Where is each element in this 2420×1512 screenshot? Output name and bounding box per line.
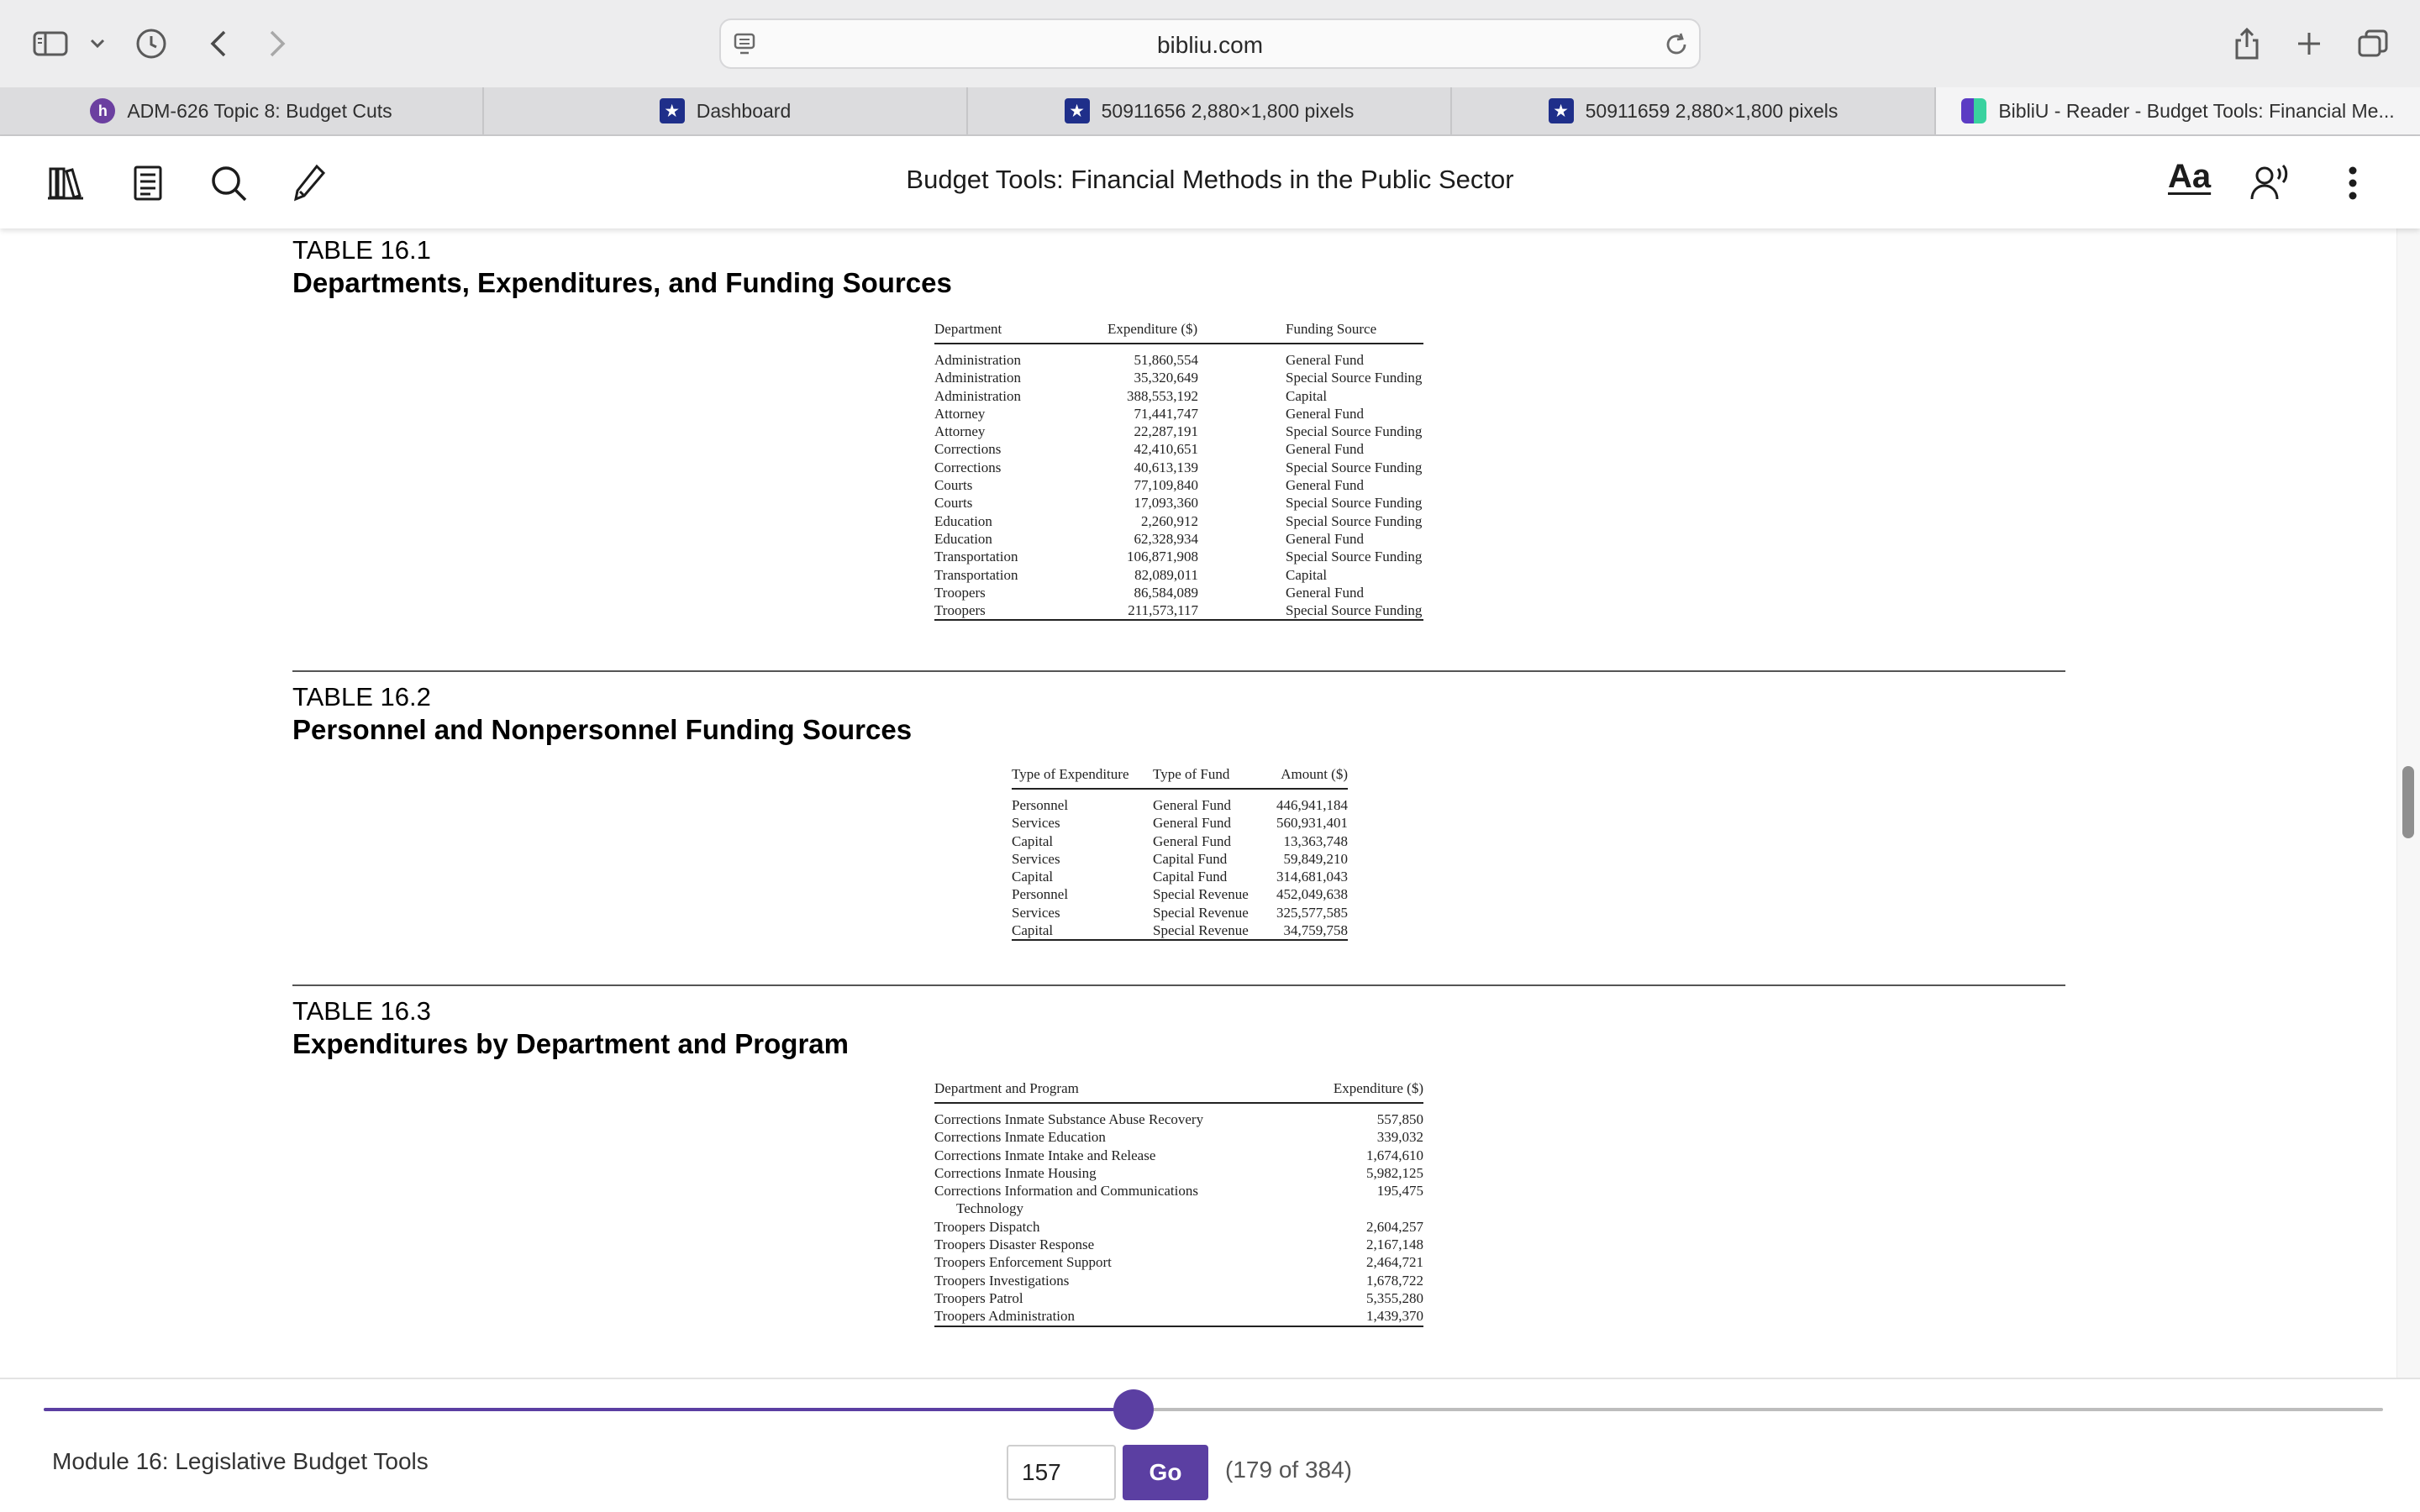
table-cell: Technology	[956, 1200, 1024, 1217]
table-row	[934, 1164, 1423, 1182]
table-number: TABLE 16.3	[292, 996, 431, 1026]
table-cell: Special Source Funding	[1286, 549, 1423, 565]
table-cell: Special Revenue	[1153, 886, 1249, 903]
table-cell: 82,089,011	[1134, 566, 1198, 583]
tab-label: ADM-626 Topic 8: Budget Cuts	[127, 99, 392, 122]
table-row	[934, 1307, 1423, 1326]
table-row	[934, 476, 1423, 494]
table-cell: 77,109,840	[1134, 477, 1198, 494]
table-cell: Attorney	[934, 405, 986, 422]
table-cell: 35,320,649	[1134, 370, 1198, 386]
table-row	[934, 1272, 1423, 1289]
data-table	[934, 1080, 1423, 1327]
table-cell: Corrections Inmate Intake and Release	[934, 1147, 1156, 1163]
table-cell: Corrections Inmate Education	[934, 1129, 1106, 1146]
browser-tab[interactable]	[1452, 87, 1936, 134]
table-cell: 211,573,117	[1128, 602, 1198, 619]
column-header: Funding Source	[1286, 321, 1423, 344]
chevron-down-icon[interactable]	[77, 20, 118, 67]
table-row	[934, 1103, 1423, 1128]
table-title: Departments, Expenditures, and Funding Sources	[292, 267, 952, 298]
star-shield-icon: ★	[1065, 98, 1090, 123]
table-cell: Special Revenue	[1153, 904, 1249, 921]
star-shield-icon: ★	[1549, 98, 1574, 123]
table-cell: Special Source Funding	[1286, 495, 1423, 512]
column-header: Department	[934, 321, 1107, 344]
table-cell: Capital	[1012, 832, 1054, 849]
table-cell: 2,464,721	[1366, 1254, 1423, 1271]
table-image	[934, 321, 1423, 621]
table-cell: Corrections Information and Communications	[934, 1183, 1198, 1200]
tab-strip	[0, 87, 2420, 136]
table-cell: Troopers	[934, 602, 986, 619]
table-cell: Troopers Enforcement Support	[934, 1254, 1112, 1271]
table-row	[934, 494, 1423, 512]
table-cell: 17,093,360	[1134, 495, 1198, 512]
table-row	[934, 369, 1423, 386]
table-cell: Personnel	[1012, 886, 1069, 903]
table-row	[1012, 789, 1348, 814]
table-cell: 2,167,148	[1366, 1236, 1423, 1253]
column-header: Department and Program	[934, 1080, 1329, 1103]
table-cell: Troopers Investigations	[934, 1272, 1070, 1289]
column-header: Amount ($)	[1270, 766, 1348, 789]
url-text: bibliu.com	[1156, 32, 1264, 58]
table-cell: General Fund	[1286, 584, 1365, 601]
table-cell: 388,553,192	[1127, 387, 1198, 404]
table-cell: Services	[1012, 815, 1060, 832]
browser-tab[interactable]	[968, 87, 1452, 134]
table-cell: Troopers Disaster Response	[934, 1236, 1095, 1253]
slider-thumb[interactable]	[1113, 1389, 1154, 1430]
sidebar-toggle-icon[interactable]	[27, 20, 74, 67]
table-cell: Capital Fund	[1153, 850, 1228, 867]
browser-tab[interactable]	[0, 87, 484, 134]
book-title: Budget Tools: Financial Methods in the Public Sector	[906, 165, 1514, 194]
table-cell: General Fund	[1153, 815, 1232, 832]
table-cell: Capital	[1286, 566, 1328, 583]
table-number: TABLE 16.1	[292, 235, 431, 265]
table-cell: 86,584,089	[1134, 584, 1198, 601]
module-label: Module 16: Legislative Budget Tools	[52, 1448, 429, 1474]
table-cell: General Fund	[1153, 832, 1232, 849]
table-cell: 452,049,638	[1276, 886, 1348, 903]
table-row	[934, 440, 1423, 458]
browser-tab-active[interactable]	[1936, 87, 2420, 134]
table-cell: 71,441,747	[1134, 405, 1198, 422]
table-cell: Corrections	[934, 459, 1002, 475]
table-cell: 40,613,139	[1134, 459, 1198, 475]
table-cell: General Fund	[1153, 797, 1232, 813]
table-cell: Personnel	[1012, 797, 1069, 813]
history-icon[interactable]	[128, 20, 175, 67]
table-row	[934, 1147, 1423, 1164]
table-cell: Education	[934, 512, 992, 529]
table-cell: 106,871,908	[1127, 549, 1198, 565]
table-heading	[292, 235, 2065, 299]
table-cell: 560,931,401	[1276, 815, 1348, 832]
table-cell: Corrections	[934, 441, 1002, 458]
page-count: (179 of 384)	[1225, 1457, 1352, 1483]
data-table	[1012, 766, 1348, 941]
table-title: Expenditures by Department and Program	[292, 1028, 849, 1059]
table-cell: Courts	[934, 495, 973, 512]
table-cell: Capital	[1286, 387, 1328, 404]
table-row	[934, 1182, 1423, 1200]
font-settings-icon[interactable]: Aa	[2168, 158, 2212, 195]
table-cell: 2,604,257	[1366, 1218, 1423, 1235]
table-row	[934, 1218, 1423, 1236]
table-cell: Capital Fund	[1153, 869, 1228, 885]
table-cell: 22,287,191	[1134, 423, 1198, 440]
table-row	[934, 530, 1423, 548]
table-cell: Administration	[934, 370, 1021, 386]
browser-toolbar	[0, 0, 2420, 87]
table-cell: Courts	[934, 477, 973, 494]
table-cell: General Fund	[1286, 405, 1365, 422]
table-cell: Troopers Dispatch	[934, 1218, 1040, 1235]
content-scrollbar[interactable]	[2396, 228, 2420, 1378]
table-cell: 13,363,748	[1283, 832, 1348, 849]
table-cell: Corrections Inmate Substance Abuse Recovery	[934, 1111, 1204, 1127]
bibliu-icon	[1961, 98, 1986, 123]
tab-label: 50911659 2,880×1,800 pixels	[1585, 99, 1839, 122]
table-row	[934, 1236, 1423, 1253]
table-number: TABLE 16.2	[292, 682, 431, 711]
read-aloud-icon[interactable]	[2247, 160, 2294, 207]
table-cell: 62,328,934	[1134, 530, 1198, 547]
share-icon[interactable]	[2223, 20, 2270, 67]
column-header: Expenditure ($)	[1329, 1080, 1423, 1103]
divider	[292, 670, 2065, 672]
go-button[interactable]: Go	[1123, 1445, 1208, 1500]
table-cell: 5,982,125	[1366, 1164, 1423, 1181]
table-cell: 446,941,184	[1276, 797, 1348, 813]
reader-content	[0, 228, 2395, 1378]
table-cell: Administration	[934, 352, 1021, 368]
table-row	[934, 1128, 1423, 1146]
table-row	[1012, 850, 1348, 868]
table-cell: 1,674,610	[1366, 1147, 1423, 1163]
table-row	[934, 387, 1423, 405]
table-heading	[292, 996, 2065, 1060]
table-cell: Services	[1012, 850, 1060, 867]
table-row	[934, 584, 1423, 601]
table-cell: 59,849,210	[1283, 850, 1348, 867]
table-cell: Education	[934, 530, 992, 547]
back-icon[interactable]	[195, 20, 242, 67]
reload-icon[interactable]	[1662, 30, 1691, 63]
table-row	[934, 512, 1423, 530]
table-cell: Corrections Inmate Housing	[934, 1164, 1097, 1181]
scroll-thumb[interactable]	[2402, 766, 2414, 838]
table-cell: Attorney	[934, 423, 986, 440]
table-cell: Capital	[1012, 922, 1054, 939]
table-cell: Capital	[1012, 869, 1054, 885]
table-cell: Troopers	[934, 584, 986, 601]
h-logo-icon: h	[90, 98, 115, 123]
table-cell: Administration	[934, 387, 1021, 404]
table-cell: 195,475	[1376, 1183, 1423, 1200]
table-title: Personnel and Nonpersonnel Funding Sources	[292, 714, 913, 745]
table-image	[1012, 766, 1348, 941]
table-row	[934, 459, 1423, 476]
table-heading	[292, 682, 2065, 746]
table-row	[934, 1253, 1423, 1271]
table-row	[1012, 921, 1348, 940]
table-cell: 1,678,722	[1366, 1272, 1423, 1289]
table-cell: General Fund	[1286, 530, 1365, 547]
column-header: Type of Expenditure	[1012, 766, 1153, 789]
table-row	[1012, 814, 1348, 832]
table-cell: Special Source Funding	[1286, 459, 1423, 475]
table-cell: Transportation	[934, 549, 1018, 565]
data-table	[934, 321, 1423, 621]
table-cell: General Fund	[1286, 441, 1365, 458]
table-cell: 34,759,758	[1283, 922, 1348, 939]
table-cell: 51,860,554	[1134, 352, 1198, 368]
table-row	[934, 548, 1423, 565]
reader-header	[0, 136, 2420, 228]
table-cell: General Fund	[1286, 477, 1365, 494]
forward-icon[interactable]	[254, 20, 301, 67]
table-cell: 314,681,043	[1276, 869, 1348, 885]
more-icon[interactable]	[2329, 160, 2376, 207]
table-cell: Services	[1012, 904, 1060, 921]
table-cell: 5,355,280	[1366, 1289, 1423, 1306]
table-cell: Special Source Funding	[1286, 423, 1423, 440]
table-row	[1012, 868, 1348, 885]
tab-label: Dashboard	[696, 99, 792, 122]
table-body	[1012, 789, 1348, 940]
table-row	[934, 405, 1423, 423]
browser-tab[interactable]	[484, 87, 968, 134]
divider	[292, 984, 2065, 986]
table-row	[934, 423, 1423, 440]
table-cell: Special Revenue	[1153, 922, 1249, 939]
star-shield-icon: ★	[660, 98, 685, 123]
table-cell: 1,439,370	[1366, 1308, 1423, 1325]
table-cell: 325,577,585	[1276, 904, 1348, 921]
page-number-input[interactable]	[1007, 1445, 1116, 1500]
table-cell: 42,410,651	[1134, 441, 1198, 458]
table-cell: Transportation	[934, 566, 1018, 583]
table-row	[1012, 885, 1348, 903]
table-cell: 339,032	[1376, 1129, 1423, 1146]
table-cell: Special Source Funding	[1286, 602, 1423, 619]
table-row	[934, 566, 1423, 584]
page-navigation-bar	[0, 1378, 2420, 1512]
table-body	[934, 344, 1423, 620]
address-bar[interactable]	[719, 18, 1701, 69]
table-row	[1012, 832, 1348, 850]
tab-label: BibliU - Reader - Budget Tools: Financial Me...	[1998, 99, 2395, 122]
table-row	[934, 601, 1423, 620]
table-row	[934, 1289, 1423, 1307]
table-cell	[1329, 1200, 1423, 1217]
tab-label: 50911656 2,880×1,800 pixels	[1101, 99, 1355, 122]
table-cell: General Fund	[1286, 352, 1365, 368]
table-cell: Troopers Patrol	[934, 1289, 1023, 1306]
table-row	[1012, 904, 1348, 921]
table-cell: Special Source Funding	[1286, 370, 1423, 386]
table-body	[934, 1103, 1423, 1326]
table-row	[934, 344, 1423, 369]
table-cell: 557,850	[1376, 1111, 1423, 1127]
table-cell: Troopers Administration	[934, 1308, 1076, 1325]
page-slider[interactable]	[44, 1408, 2383, 1411]
new-tab-icon[interactable]	[2286, 20, 2333, 67]
table-row	[934, 1200, 1423, 1217]
column-header: Type of Fund	[1153, 766, 1270, 789]
table-image	[934, 1080, 1423, 1327]
slider-fill	[44, 1408, 1134, 1411]
column-header: Expenditure ($)	[1107, 321, 1286, 344]
table-cell: 2,260,912	[1141, 512, 1198, 529]
table-cell: Special Source Funding	[1286, 512, 1423, 529]
tab-overview-icon[interactable]	[2349, 20, 2396, 67]
